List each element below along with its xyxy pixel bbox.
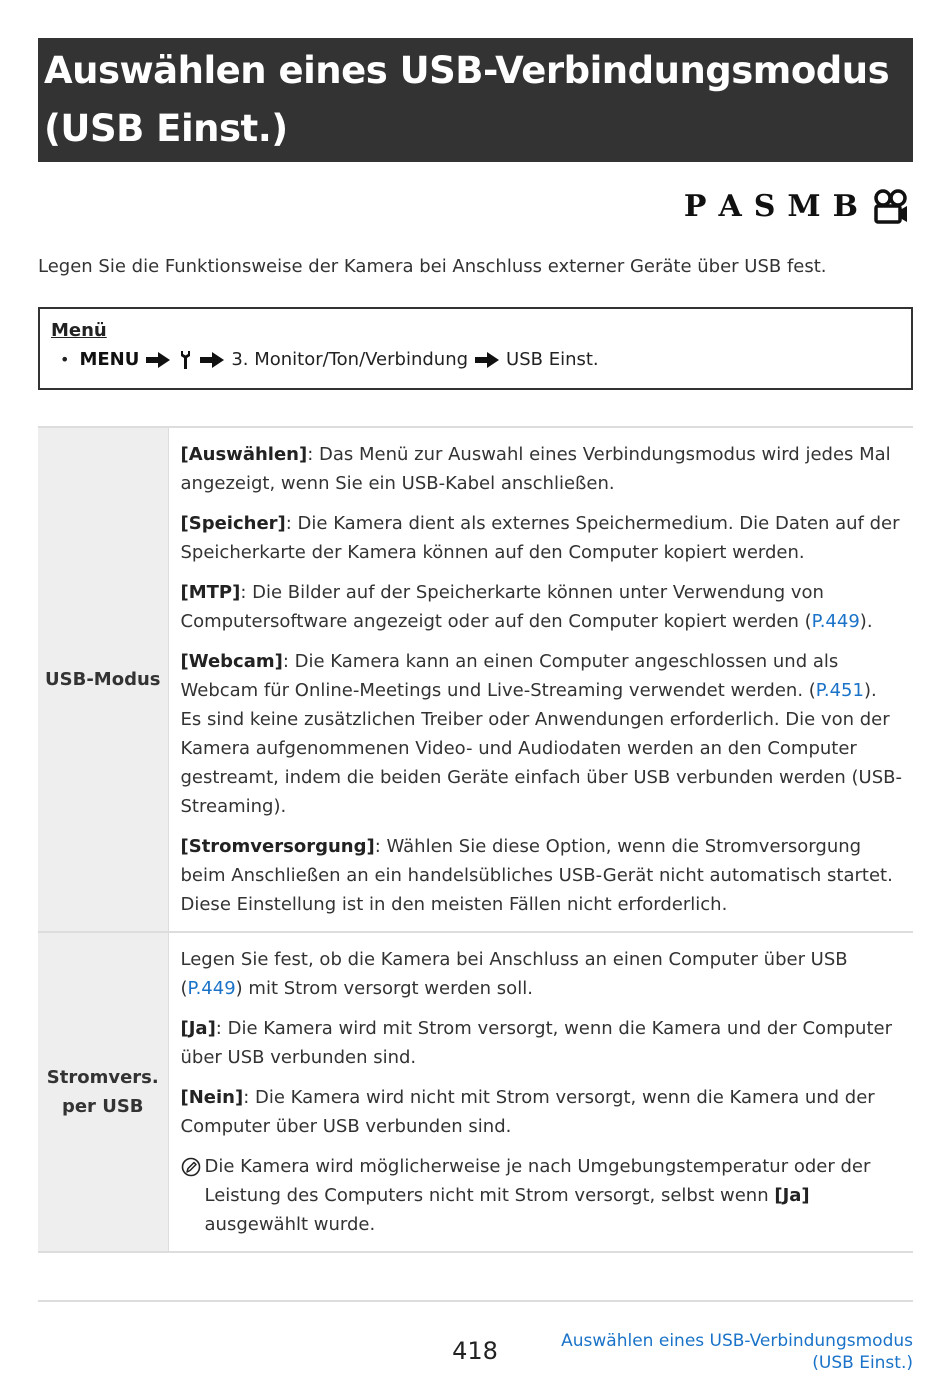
option-ja: [Ja]: Die Kamera wird mit Strom versorgt, wenn die Kamera und der Computer über USB verbunden sind. [180, 1018, 892, 1068]
menu-step: 3. Monitor/Ton/Verbindung [231, 349, 469, 370]
option-auswaehlen: [Auswählen]: Das Menü zur Auswahl eines Verbindungsmodus wird jedes Mal angezeigt, wenn Sie ein USB-Kabel anschließen. [180, 444, 891, 494]
bullet: • [60, 350, 70, 369]
footer-section-link[interactable]: Auswählen eines USB-Verbindungsmodus (USB Einst.) [561, 1331, 913, 1373]
page-link-p451[interactable]: P.451 [815, 680, 864, 701]
row-content-usb-power [168, 932, 913, 1252]
table-row-usb-power [38, 932, 913, 1252]
arrow-right-icon [145, 351, 171, 369]
option-speicher: [Speicher]: Die Kamera dient als externes Speichermedium. Die Daten auf der Speicherkarte der Kamera können auf den Computer kopiert werden. [180, 513, 900, 563]
page-title [38, 38, 913, 162]
page-number: 418 [452, 1337, 498, 1365]
note [181, 1152, 904, 1239]
option-webcam: [Webcam]: Die Kamera kann an einen Computer angeschlossen und als Webcam für Online-Meetings und Live-Streaming verwendet werden. (P.451). Es sind keine zusätzlichen Treiber oder Anwendungen erforderlich. Die von der Kamera aufgenommenen Video- und Audiodaten werden an den Computer gestreamt, indem die beiden Geräte einfach über USB verbunden werden (USB-Streaming). [180, 651, 902, 817]
menu-path [51, 347, 900, 373]
arrow-right-icon [199, 351, 225, 369]
note-text: Die Kamera wird möglicherweise je nach Umgebungstemperatur oder der Leistung des Computers nicht mit Strom versorgt, selbst wenn [Ja] ausgewählt wurde. [204, 1156, 871, 1235]
note-pencil-icon [181, 1157, 201, 1177]
arrow-right-icon [474, 351, 500, 369]
usb-power-intro: Legen Sie fest, ob die Kamera bei Anschluss an einen Computer über USB (P.449) mit Strom versorgt werden soll. [180, 949, 848, 999]
shooting-modes [684, 186, 910, 228]
mode-b: B [832, 189, 860, 224]
menu-heading: Menü [51, 320, 107, 341]
menu-path-box [38, 307, 913, 390]
page-link-p449[interactable]: P.449 [811, 611, 860, 632]
option-mtp: [MTP]: Die Bilder auf der Speicherkarte können unter Verwendung von Computersoftware angezeigt oder auf den Computer kopiert werden (P.449). [180, 582, 873, 632]
wrench-icon [179, 350, 191, 370]
option-nein: [Nein]: Die Kamera wird nicht mit Strom versorgt, wenn die Kamera und der Computer über USB verbunden sind. [180, 1087, 875, 1137]
table-row-usb-mode [38, 427, 913, 932]
row-content-usb-mode [168, 427, 913, 932]
mode-s: S [753, 189, 778, 224]
option-stromversorgung: [Stromversorgung]: Wählen Sie diese Option, wenn die Stromversorgung beim Anschließen an ein handelsübliches USB-Gerät nicht automatisch startet. Diese Einstellung ist in den meisten Fällen nicht erforderlich. [180, 836, 893, 915]
intro-text: Legen Sie die Funktionsweise der Kamera bei Anschluss externer Geräte über USB fest. [38, 256, 827, 277]
row-label-usb-mode: USB-Modus [38, 427, 168, 932]
page-title-line-1: Auswählen eines USB-Verbindungsmodus [44, 49, 890, 92]
mode-p: P [683, 189, 709, 224]
row-label-usb-power: Stromvers. per USB [38, 932, 168, 1252]
mode-a: A [718, 189, 744, 224]
movie-camera-icon [872, 188, 910, 226]
settings-table [38, 426, 913, 1253]
page-title-line-2: (USB Einst.) [44, 107, 288, 150]
menu-item: USB Einst. [506, 349, 599, 370]
footer-divider [38, 1300, 913, 1302]
page-link-p449[interactable]: P.449 [187, 978, 236, 999]
mode-m: M [787, 189, 823, 224]
menu-root: MENU [79, 349, 140, 370]
